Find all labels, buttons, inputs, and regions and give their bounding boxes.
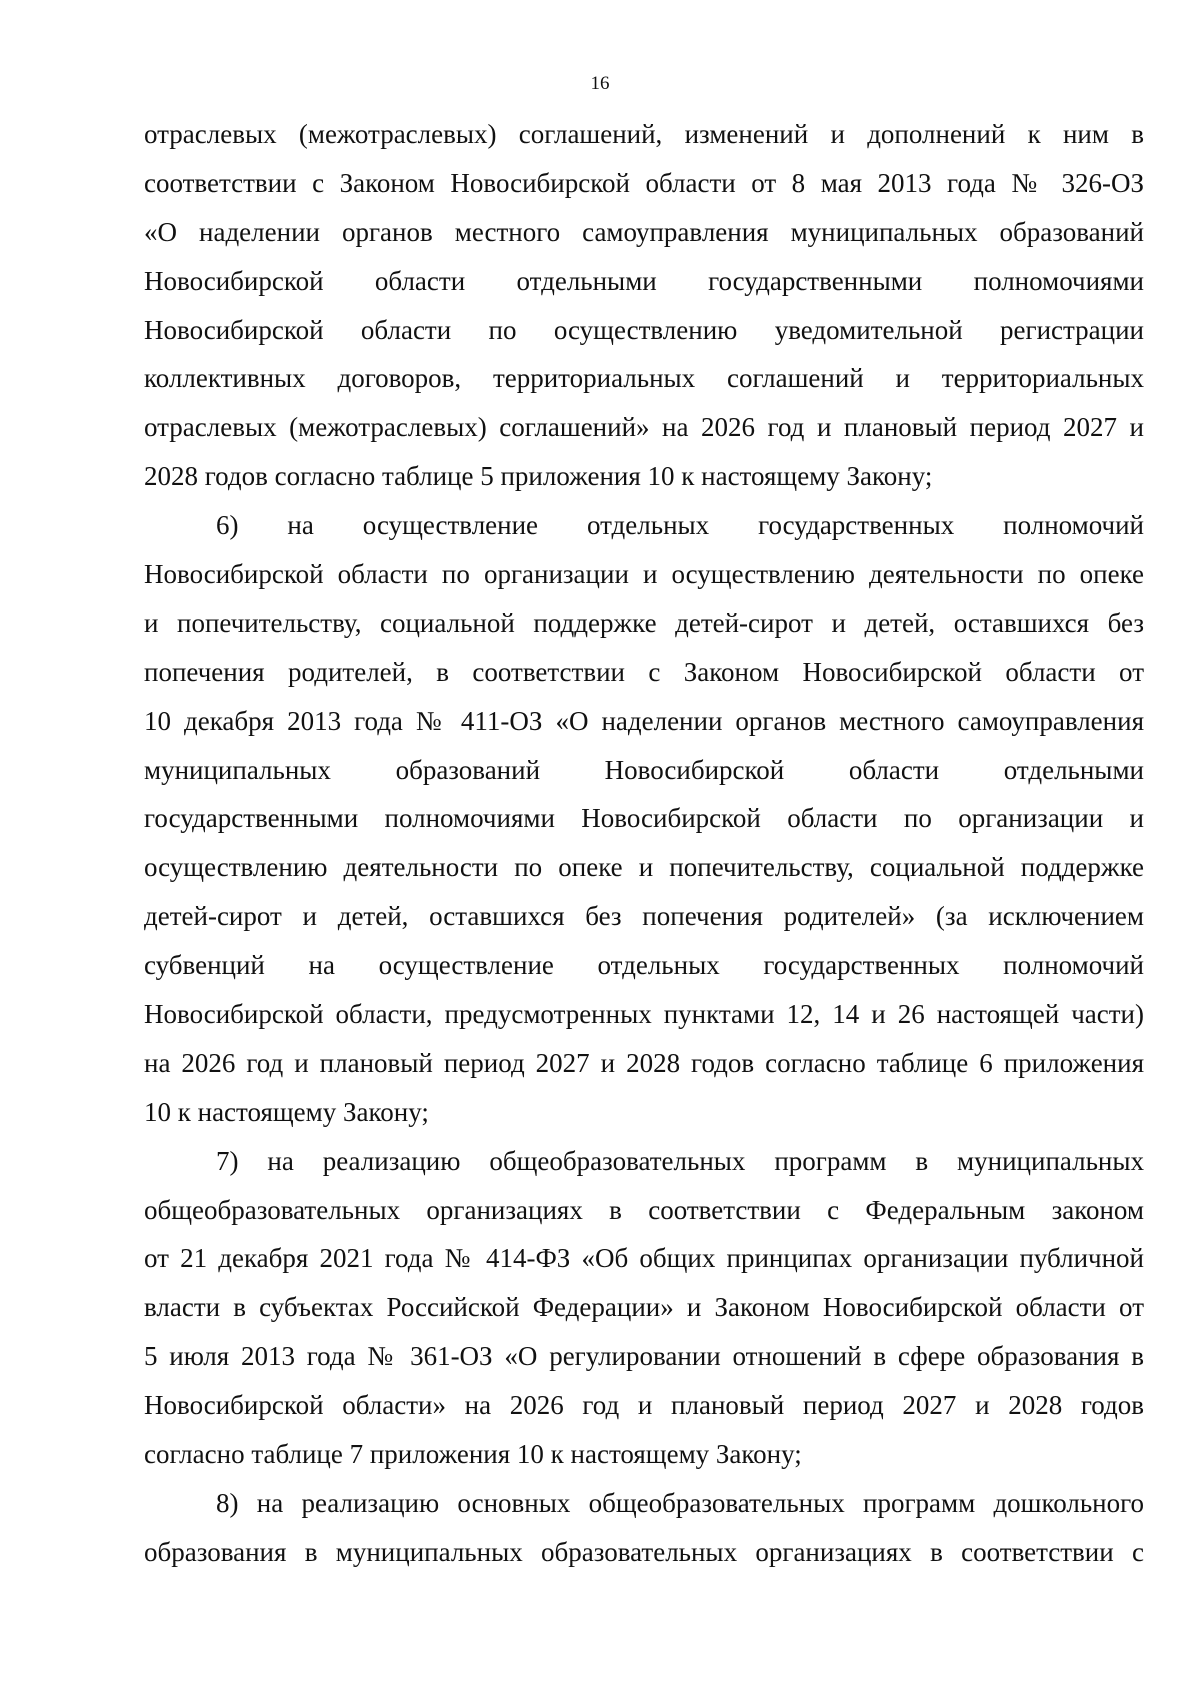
text-line: 6) на осуществление отдельных государственных полномочий — [216, 510, 1144, 541]
text-line: 7) на реализацию общеобразовательных программ в муниципальных — [216, 1145, 1144, 1176]
text-line: отраслевых (межотраслевых) соглашений» на 2026 год и плановый период 2027 и — [144, 412, 1144, 443]
text-line: 8) на реализацию основных общеобразовательных программ дошкольного — [216, 1487, 1144, 1518]
text-line: осуществлению деятельности по опеке и попечительству, социальной поддержке — [144, 852, 1144, 883]
text-line: от 21 декабря 2021 года № 414-ФЗ «Об общих принципах организации публичной — [144, 1243, 1144, 1274]
text-line: коллективных договоров, территориальных соглашений и территориальных — [144, 363, 1144, 394]
text-line: Новосибирской области по организации и осуществлению деятельности по опеке — [144, 559, 1144, 590]
text-line: на 2026 год и плановый период 2027 и 2028 годов согласно таблице 6 приложения — [144, 1047, 1144, 1078]
text-line: Новосибирской области» на 2026 год и плановый период 2027 и 2028 годов — [144, 1390, 1144, 1421]
page-number: 16 — [590, 73, 610, 94]
text-line: соответствии с Законом Новосибирской области от 8 мая 2013 года № 326-ОЗ — [144, 167, 1144, 198]
text-line: муниципальных образований Новосибирской области отдельными — [144, 754, 1144, 785]
text-line: Новосибирской области, предусмотренных пунктами 12, 14 и 26 настоящей части) — [144, 999, 1144, 1030]
text-line: общеобразовательных организациях в соответствии с Федеральным законом — [144, 1194, 1144, 1225]
text-line: детей-сирот и детей, оставшихся без попечения родителей» (за исключением — [144, 901, 1144, 932]
text-line: образования в муниципальных образовательных организациях в соответствии с — [144, 1536, 1144, 1567]
text-line: Новосибирской области отдельными государственными полномочиями — [144, 265, 1144, 296]
text-line: субвенций на осуществление отдельных государственных полномочий — [144, 950, 1144, 981]
text-line: 2028 годов согласно таблице 5 приложения 10 к настоящему Закону; — [144, 461, 933, 492]
text-line: «О наделении органов местного самоуправления муниципальных образований — [144, 216, 1144, 247]
text-line: 10 декабря 2013 года № 411-ОЗ «О наделении органов местного самоуправления — [144, 705, 1144, 736]
text-line: 5 июля 2013 года № 361-ОЗ «О регулировании отношений в сфере образования в — [144, 1341, 1144, 1372]
text-line: власти в субъектах Российской Федерации» и Законом Новосибирской области от — [144, 1292, 1144, 1323]
text-line: 10 к настоящему Закону; — [144, 1096, 429, 1127]
text-line: государственными полномочиями Новосибирской области по организации и — [144, 803, 1144, 834]
text-line: попечения родителей, в соответствии с Законом Новосибирской области от — [144, 656, 1144, 687]
text-line: согласно таблице 7 приложения 10 к настоящему Закону; — [144, 1439, 802, 1470]
document-body — [144, 110, 1144, 1577]
text-line: отраслевых (межотраслевых) соглашений, изменений и дополнений к ним в — [144, 119, 1144, 149]
text-line: и попечительству, социальной поддержке детей-сирот и детей, оставшихся без — [144, 607, 1144, 638]
text-line: Новосибирской области по осуществлению уведомительной регистрации — [144, 314, 1144, 345]
